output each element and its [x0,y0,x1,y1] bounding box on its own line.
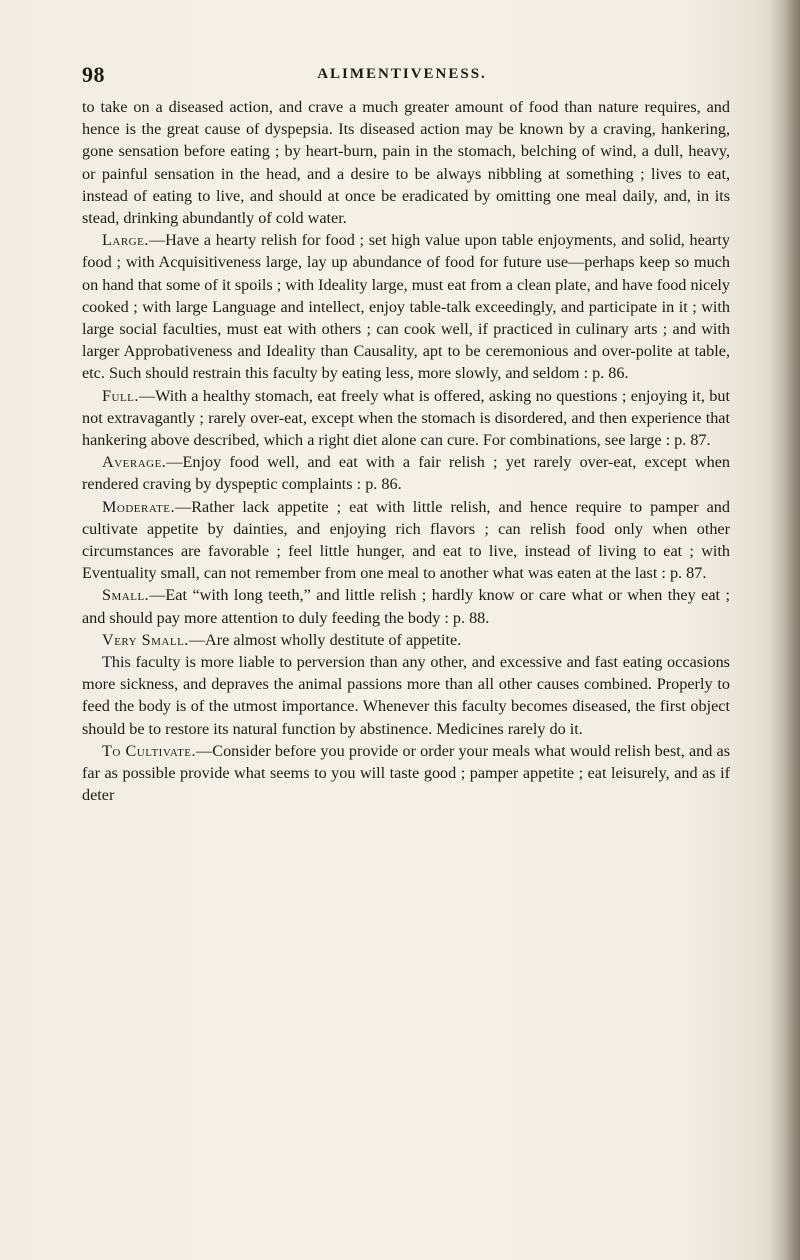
paragraph-text: —Rather lack appetite ; eat with little relish, and hence require to pamper and cultivate appetite by dainties, and enjoying rich flavors ; can relish food only when other circumstances are favorable ; feel little hunger, and eat to live, instead of living to eat ; with Eventuality small, can not remember from one meal to another what was eaten at the last : p. 87. [82,497,730,583]
degree-term: Small. [102,586,150,605]
degree-term: To Cultivate. [102,741,197,760]
paragraph-text: —Are almost wholly destitute of appetite. [188,630,462,649]
running-head: ALIMENTIVENESS. [317,66,487,82]
paragraph [82,651,730,740]
page-header [82,62,722,92]
paragraph [82,740,730,807]
paragraph-text: to take on a diseased action, and crave a much greater amount of food than nature requires, and hence is the great cause of dyspepsia. Its diseased action may be known by a craving, hankering, gone sensation before eating ; by heart-burn, pain in the stomach, belching of wind, a dull, heavy, or painful sensation in the head, and a desire to be always nibbling at something ; lives to eat, instead of eating to live, and should at once be eradicated by omitting one meal daily, and, in its stead, drinking abundantly of cold water. [82,98,730,228]
paragraph-text: —Eat “with long teeth,” and little relish ; hardly know or care what or when they eat ; and should pay more attention to duly feeding the body : p. 88. [82,586,730,627]
degree-term: Large. [102,231,149,250]
paragraph [82,229,730,384]
paragraph-text: This faculty is more liable to perversion than any other, and excessive and fast eating occasions more sickness, and depraves the animal passions more than all other causes combined. Properly to feed the body is of the utmost importance. Whenever this faculty becomes diseased, the first object should be to restore its natural function by abstinence. Medicines rarely do it. [82,653,730,738]
page-number: 98 [82,62,105,87]
degree-term: Very Small. [102,630,189,649]
paragraph-text: —Consider before you provide or order your meals what would relish best, and as far as possible provide what seems to you will taste good ; pamper appetite ; eat leisurely, and as if deter [82,741,730,805]
degree-term: Moderate. [102,497,176,516]
paragraph-text: —Enjoy food well, and eat with a fair relish ; yet rarely over-eat, except when rendered craving by dyspeptic complaints : p. 86. [82,453,730,494]
paragraph [82,451,730,495]
paragraph-text: —Have a hearty relish for food ; set high value upon table enjoyments, and solid, hearty food ; with Acquisitiveness large, lay up abundance of food for future use—perhaps keep so much on hand that some of it spoils ; with Ideality large, must eat from a clean plate, and have food nicely cooked ; with large Language and intellect, enjoy table-talk exceedingly, and participate in it ; with large social faculties, must eat with others ; can cook well, if practiced in culinary arts ; and with larger Approbativeness and Ideality than Causality, apt to be ceremonious and over-polite at table, etc. Such should restrain this faculty by eating less, more slowly, and seldom : p. 86. [82,231,730,383]
degree-term: Average. [102,453,167,472]
body-text [82,96,730,807]
degree-term: Full. [102,386,139,405]
paragraph [82,584,730,628]
paragraph [82,629,730,651]
paragraph [82,385,730,452]
paragraph [82,496,730,585]
paragraph [82,96,730,229]
page-edge-shadow [770,0,800,1260]
paragraph-text: —With a healthy stomach, eat freely what is offered, asking no questions ; enjoying it, but not extravagantly ; rarely over-eat, except when the stomach is disordered, and then experience that hankering above described, which a right diet alone can cure. For combinations, see large : p. 87. [82,386,730,450]
